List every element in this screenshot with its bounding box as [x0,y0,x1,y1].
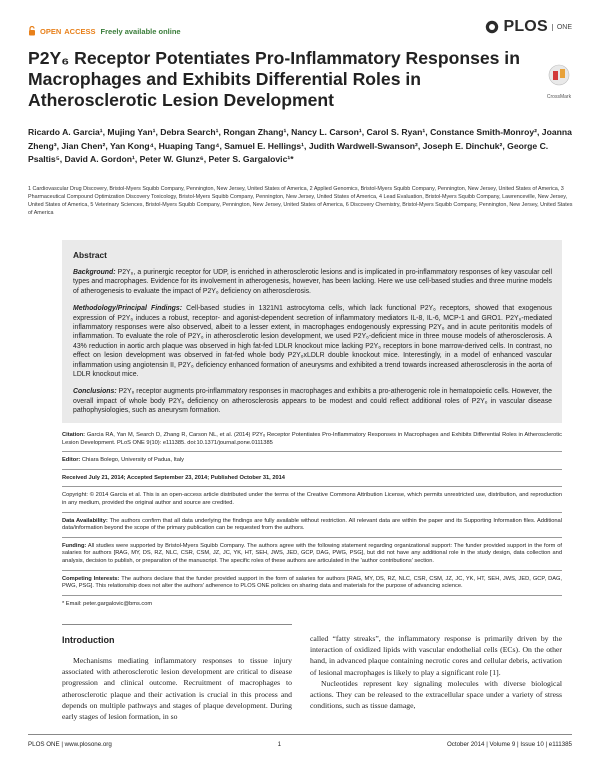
competing-label: Competing Interests: [62,575,120,582]
author-list: Ricardo A. Garcia¹, Mujing Yan¹, Debra Search¹, Rongan Zhang¹, Nancy L. Carson¹, Carol S. Ryan¹, Constance Smith-Monroy², Joanna Zheng³, Jian Chen², Yan Kong⁴, Huaping Tang⁴, Samuel E. Hellings¹, Judith Wardwell-Swanson², Joseph E. Dinchuk², George C. Psaltis⁵, David A. Gordon¹, Peter W. Glunz⁶, Peter S. Gargalovic¹* [28,127,572,165]
intro-rule [62,624,292,625]
page-number: 1 [277,741,282,748]
open-lock-icon [28,26,37,36]
abstract-heading: Abstract [73,250,107,260]
meta-divider [62,512,562,513]
meta-divider [62,570,562,571]
funding-label: Funding: [62,542,87,549]
crossmark-label: CrossMark [546,94,572,100]
abstract-background [73,268,552,296]
funding-text: All studies were supported by Bristol-Myers Squibb Company. The authors agree with the following statement regarding organizational support: The funder provided support in the form of salaries for authors [RAG, MY, DS, RZ, NLC, CSR, CSM, JZ, JC, YK, HT, SEH, JWS, JED, GCP, DAG, PWG, PSG], but did not have any additional role in the study design, data collection and analysis, decision to publish, or preparation of the manuscript. The specific roles of these authors are articulated in the 'author contributions' section. [62,542,562,564]
abstract-methods [73,304,552,379]
open-access-badge [28,26,181,36]
intro-paragraph-1: Mechanisms mediating inflammatory responses to tissue injury associated with atherosclerotic lesion development are critical to disease progression and clinical outcome. Recruitment of macrophages to atherosclerotic plaque and their activation is crucial in this process and depends on multiple pathways and stages of plaque development. During early stages of lesion formation, in so [62,656,292,722]
article-metadata [62,432,562,612]
citation-label: Citation: [62,432,86,438]
competing-text: The authors declare that the funder provided support in the form of salaries for authors [RAG, MY, DS, RZ, NLC, CSR, CSM, JZ, JC, YK, HT, SEH, JWS, JED, GCP, DAG, PWG, PSG]. This relationship does not alter the authors' adherence to PLOS ONE policies on sharing data and materials for the purpose of advancing science. [62,575,562,590]
plos-one-logo [485,18,572,36]
funding [62,543,562,566]
data-availability [62,518,562,533]
introduction-heading: Introduction [62,635,115,645]
competing-interests [62,576,562,591]
abstract-box [62,240,562,423]
crossmark-icon [548,64,570,88]
methods-text: Cell-based studies in 1321N1 astrocytoma cells, which lack functional P2Y₆ receptors, showed that exogenous expression of P2Y₆ induces a robust, receptor- and agonist-dependent secretion of inflammatory mediators IL-8, IL-6, MCP-1 and GRO1. P2Y₆-mediated inflammatory responses were also observed, albeit to a lesser extent, in macrophages endogenously expressing P2Y₆ and in acute peritonitis models of inflammation. To evaluate the role of P2Y₆ in atherosclerotic lesion development, we used P2Y₆-deficient mice in three mouse models of atherosclerosis. A 43% reduction in aortic arch plaque was observed in high fat-fed LDLR knockout mice lacking P2Y₆ receptors in bone marrow-derived cells. In contrast, no effect on lesion development was observed in fat-fed whole body P2Y₆xLDLR double knockout mice. Interestingly, in a model of enhanced vascular inflammation using angiotensin II, P2Y₆ deficiency enhanced formation of aneurysms and exhibited a trend towards increased atherosclerosis in the aorta of LDLR knockout mice. [73,305,552,379]
copyright: Copyright: © 2014 Garcia et al. This is an open-access article distributed under the terms of the Creative Commons Attribution License, which permits unrestricted use, distribution, and reproduction in any medium, provided the original author and source are credited. [62,492,562,506]
article-title: P2Y₆ Receptor Potentiates Pro-Inflammatory Responses in Macrophages and Exhibits Differential Roles in Atherosclerotic Lesion Development [28,48,520,110]
intro-column-1 [62,655,292,722]
background-text: P2Y₆, a purinergic receptor for UDP, is enriched in atherosclerotic lesions and is implicated in pro-inflammatory responses of key vascular cell types and macrophages. Evidence for its involvement in atherogenesis, however, has been lacking. Here we use cell-based studies and three murine models of atherogenesis to evaluate the impact of P2Y₆ deficiency on atherosclerosis. [73,269,552,295]
freely-available-label: Freely available online [100,26,181,36]
conclusions-text: P2Y₆ receptor augments pro-inflammatory responses in macrophages and exhibits a pro-atherogenic role in hematopoietic cells. However, the overall impact of whole body P2Y₆ deficiency on atherosclerosis appears to be modest and could reflect additional roles of P2Y₆ in vascular disease pathophysiologies, such as aneurysm formation. [73,388,552,415]
meta-divider [62,451,562,452]
citation-text: Garcia RA, Yan M, Search D, Zhang R, Carson NL, et al. (2014) P2Y₆ Receptor Potentiates Pro-Inflammatory Responses in Macrophages and Exhibits Differential Roles in Atherosclerotic Lesion Development. PLoS ONE 9(10): e111385. doi:10.1371/journal.pone.0111385 [62,432,562,446]
intro-paragraph-2: called “fatty streaks”, the inflammatory response is primarily driven by the interaction of oxidized lipids with vascular endothelial cells (ECs). On the other hand, in advanced plaque containing necrotic cores and cellular debris, activation of lesional macrophages is likely to play a significant role [1]. [310,634,562,677]
dates [62,475,562,483]
meta-divider [62,486,562,487]
page-footer [28,741,572,748]
open-label: OPEN [40,26,62,36]
one-wordmark: ONE [552,24,572,31]
dates-text: Received July 21, 2014; Accepted September 23, 2014; Published October 31, 2014 [62,474,285,481]
footer-journal: PLOS ONE | www.plosone.org [28,741,112,748]
affiliations: 1 Cardiovascular Drug Discovery, Bristol-Myers Squibb Company, Pennington, New Jersey, United States of America, 2 Applied Genomics, Bristol-Myers Squibb Company, Pennington, New Jersey, United States of America, 3 Pharmaceutical Compound Optimization Discovery Toxicology, Bristol-Myers Squibb Company, Pennington, New Jersey, United States of America, 4 Lead Evaluation, Bristol-Myers Squibb Company, Lawrenceville, New Jersey, United States of America, 5 Veterinary Sciences, Bristol-Myers Squibb Company, Pennington, New Jersey, United States of America, 6 Discovery Chemistry, Bristol-Myers Squibb Company, Pennington, New Jersey, United States of America [28,186,573,216]
editor-label: Editor: [62,457,81,464]
access-label: ACCESS [64,26,96,36]
editor-text: Chiara Bolego, University of Padua, Italy [80,457,185,464]
footer-issue: October 2014 | Volume 9 | Issue 10 | e111385 [446,741,572,748]
meta-divider [62,595,562,596]
abstract-conclusions [73,387,552,415]
citation [62,432,562,447]
intro-paragraph-3: Nucleotides represent key signaling molecules with diverse biological actions. They can be released to the extracellular space under a variety of stress conditions, such as tissue damage, [310,678,562,711]
meta-divider [62,537,562,538]
methods-label: Methodology/Principal Findings: [73,305,183,313]
intro-column-2 [310,633,562,711]
editor [62,457,562,465]
plos-logo-icon [485,20,499,34]
conclusions-label: Conclusions: [73,388,117,396]
email-link[interactable]: * Email: peter.gargalovic@bms.com [62,600,153,607]
footer-rule [28,734,572,735]
data-availability-label: Data Availability: [62,517,108,524]
plos-wordmark: PLOS [503,18,548,35]
crossmark-badge[interactable] [544,64,574,100]
meta-divider [62,469,562,470]
background-label: Background: [73,269,116,276]
data-availability-text: The authors confirm that all data underlying the findings are fully available without restriction. All relevant data are within the paper and its Supporting Information files. Additional data/information beyond the scope of the primary publication can be requested from the authors. [62,517,562,532]
